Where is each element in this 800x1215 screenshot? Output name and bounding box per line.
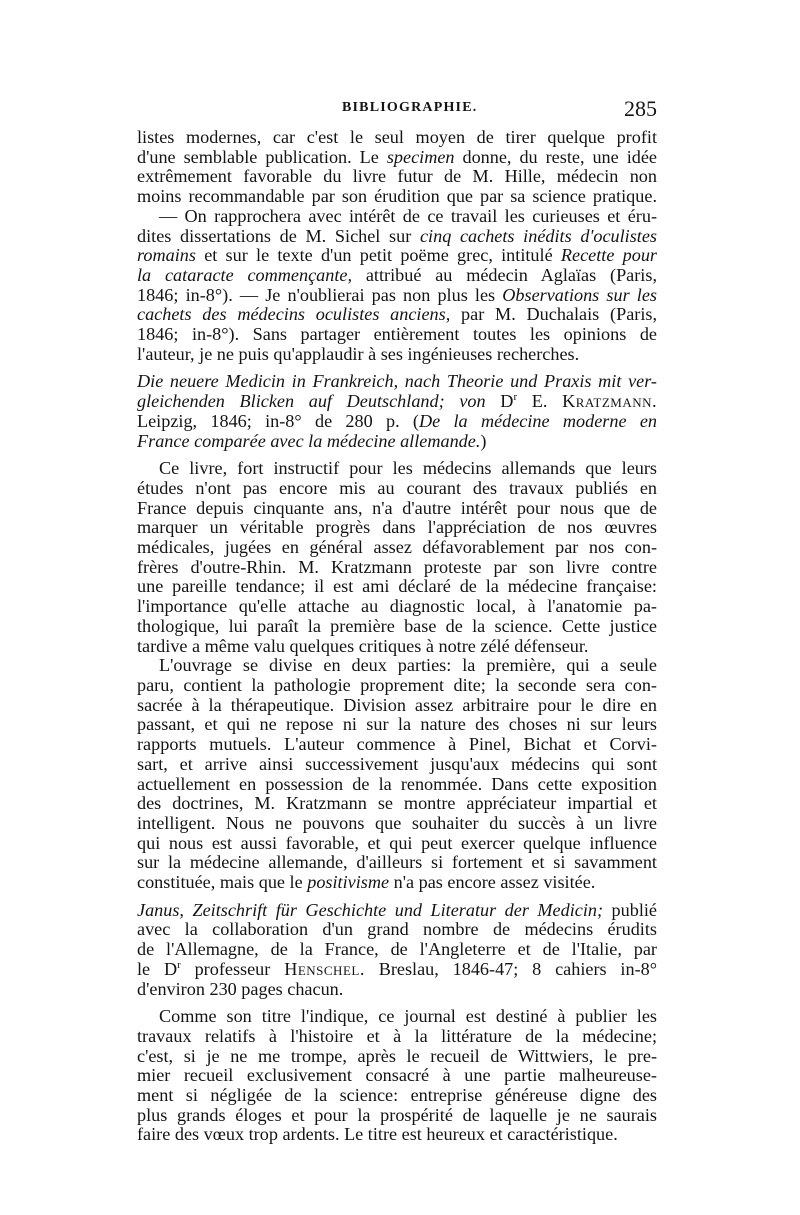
text-line: médicales, jugées en général assez défavorablement par nos con- bbox=[137, 537, 657, 558]
text-line: 1846; in-8°). — Je n'oublierai pas non plus les Observations sur les bbox=[137, 284, 657, 305]
entry-line: avec la collaboration d'un grand nombre de médecins érudits bbox=[137, 919, 657, 940]
text-line: listes modernes, car c'est le seul moyen de tirer quelque profit bbox=[137, 127, 657, 147]
text-line: intelligent. Nous ne pouvons que souhaiter du succès à un livre bbox=[137, 812, 657, 833]
entry-imprint-line: France comparée avec la médecine allemande.) bbox=[137, 430, 487, 451]
text-line: faire des vœux trop ardents. Le titre est heureux et caractéristique. bbox=[137, 1124, 618, 1145]
text-line: marquer un véritable progrès dans l'appréciation de nos œuvres bbox=[137, 517, 657, 538]
text-line: L'ouvrage se divise en deux parties: la première, qui a seule bbox=[159, 655, 657, 676]
text-line: l'auteur, je ne puis qu'applaudir à ses ingénieuses recherches. bbox=[137, 343, 580, 364]
text-line: l'importance qu'elle attache au diagnostic local, à l'anatomie pa- bbox=[137, 596, 657, 617]
text-line: 1846; in-8°). Sans partager entièrement toutes les opinions de bbox=[137, 324, 657, 345]
text-line: des doctrines, M. Kratzmann se montre appréciateur impartial et bbox=[137, 793, 657, 814]
text-line: France depuis cinquante ans, n'a d'autre intérêt pour nous que de bbox=[137, 497, 657, 518]
text-line: extrêmement favorable du livre futur de M. Hille, médecin non bbox=[137, 166, 657, 187]
paragraph-2 bbox=[137, 459, 657, 656]
entry-line: le $D^r$ professeur Henschel. Breslau, 1846-47; 8 cahiers in-8° bbox=[137, 958, 657, 979]
text-line: actuellement en possession de la renommée. Dans cette exposition bbox=[137, 773, 657, 794]
text-line: moins recommandable par son érudition que par sa science pratique. bbox=[137, 186, 657, 207]
paragraph-3 bbox=[137, 656, 657, 892]
bibliography-entry-janus bbox=[137, 901, 657, 1000]
text-line: sart, et arrive ainsi successivement jusqu'aux médecins qui sont bbox=[137, 753, 657, 774]
text-line: travaux relatifs à l'histoire et à la littérature de la médecine; bbox=[137, 1025, 657, 1046]
entry-title-line: gleichenden Blicken auf Deutschland; von $D^r$ E. Kratzmann. bbox=[137, 391, 658, 412]
entry-line: d'environ 230 pages chacun. bbox=[137, 978, 344, 999]
text-line: rapports mutuels. L'auteur commence à Pinel, Bichat et Corvi- bbox=[137, 734, 657, 755]
text-line: études n'ont pas encore mis au courant des travaux publiés en bbox=[137, 477, 657, 498]
text-line: une pareille tendance; il est ami déclaré de la médecine française: bbox=[137, 576, 657, 597]
text-line: paru, contient la pathologie proprement dite; la seconde sera con- bbox=[137, 674, 657, 695]
body-text bbox=[137, 128, 657, 1145]
text-line: — On rapprochera avec intérêt de ce travail les curieuses et éru- bbox=[159, 205, 657, 226]
text-line: sur la médecine allemande, d'ailleurs si fortement et si savamment bbox=[137, 852, 657, 873]
text-line: romains et sur le texte d'un petit poëme grec, intitulé Recette pour bbox=[137, 245, 657, 266]
text-line: qui nous est aussi favorable, et qui peut exercer quelque influence bbox=[137, 832, 657, 853]
bibliography-entry-kratzmann bbox=[137, 372, 657, 451]
text-line: passant, et qui ne repose ni sur la nature des choses ni sur leurs bbox=[137, 714, 657, 735]
paragraph-4 bbox=[137, 1007, 657, 1145]
author-name: Henschel. bbox=[284, 958, 365, 979]
text-line: d'une semblable publication. Le specimen donne, du reste, une idée bbox=[137, 146, 657, 167]
page-number: 285 bbox=[624, 96, 657, 121]
running-title: BIBLIOGRAPHIE. bbox=[342, 100, 478, 115]
paragraph-1 bbox=[137, 128, 657, 364]
text-line: Comme son titre l'indique, ce journal est destiné à publier les bbox=[159, 1006, 657, 1027]
text-line: tardive a même valu quelques critiques à notre zélé défenseur. bbox=[137, 635, 589, 656]
text-line: plus grands éloges et pour la prospérité de laquelle je ne saurais bbox=[137, 1104, 657, 1125]
text-line: la cataracte commençante, attribué au médecin Aglaïas (Paris, bbox=[137, 264, 657, 285]
entry-title-line: Die neuere Medicin in Frankreich, nach Theorie und Praxis mit ver- bbox=[137, 371, 657, 392]
text-line: cachets des médecins oculistes anciens, par M. Duchalais (Paris, bbox=[137, 304, 657, 325]
text-line: Ce livre, fort instructif pour les médecins allemands que leurs bbox=[159, 458, 657, 479]
entry-line: de l'Allemagne, de la France, de l'Angleterre et de l'Italie, par bbox=[137, 939, 657, 960]
text-line: c'est, si je ne me trompe, après le recueil de Wittwiers, le pre- bbox=[137, 1045, 657, 1066]
text-line: ment si négligée de la science: entreprise généreuse digne des bbox=[137, 1085, 657, 1106]
author-name: Kratzmann. bbox=[562, 391, 658, 412]
text-line: constituée, mais que le positivisme n'a pas encore assez visitée. bbox=[137, 872, 596, 893]
text-line: mier recueil exclusivement consacré à une partie malheureuse- bbox=[137, 1065, 657, 1086]
text-line: thologique, lui paraît la première base de la science. Cette justice bbox=[137, 615, 657, 636]
entry-imprint-line: Leipzig, 1846; in-8° de 280 p. (De la médecine moderne en bbox=[137, 410, 657, 431]
entry-title-line: Janus, Zeitschrift für Geschichte und Literatur der Medicin; publié bbox=[137, 899, 657, 920]
text-line: dites dissertations de M. Sichel sur cinq cachets inédits d'oculistes bbox=[137, 225, 657, 246]
text-line: sacrée à la thérapeutique. Division assez arbitraire pour le dire en bbox=[137, 694, 657, 715]
page-header bbox=[137, 96, 657, 124]
text-line: frères d'outre-Rhin. M. Kratzmann proteste par son livre contre bbox=[137, 556, 657, 577]
